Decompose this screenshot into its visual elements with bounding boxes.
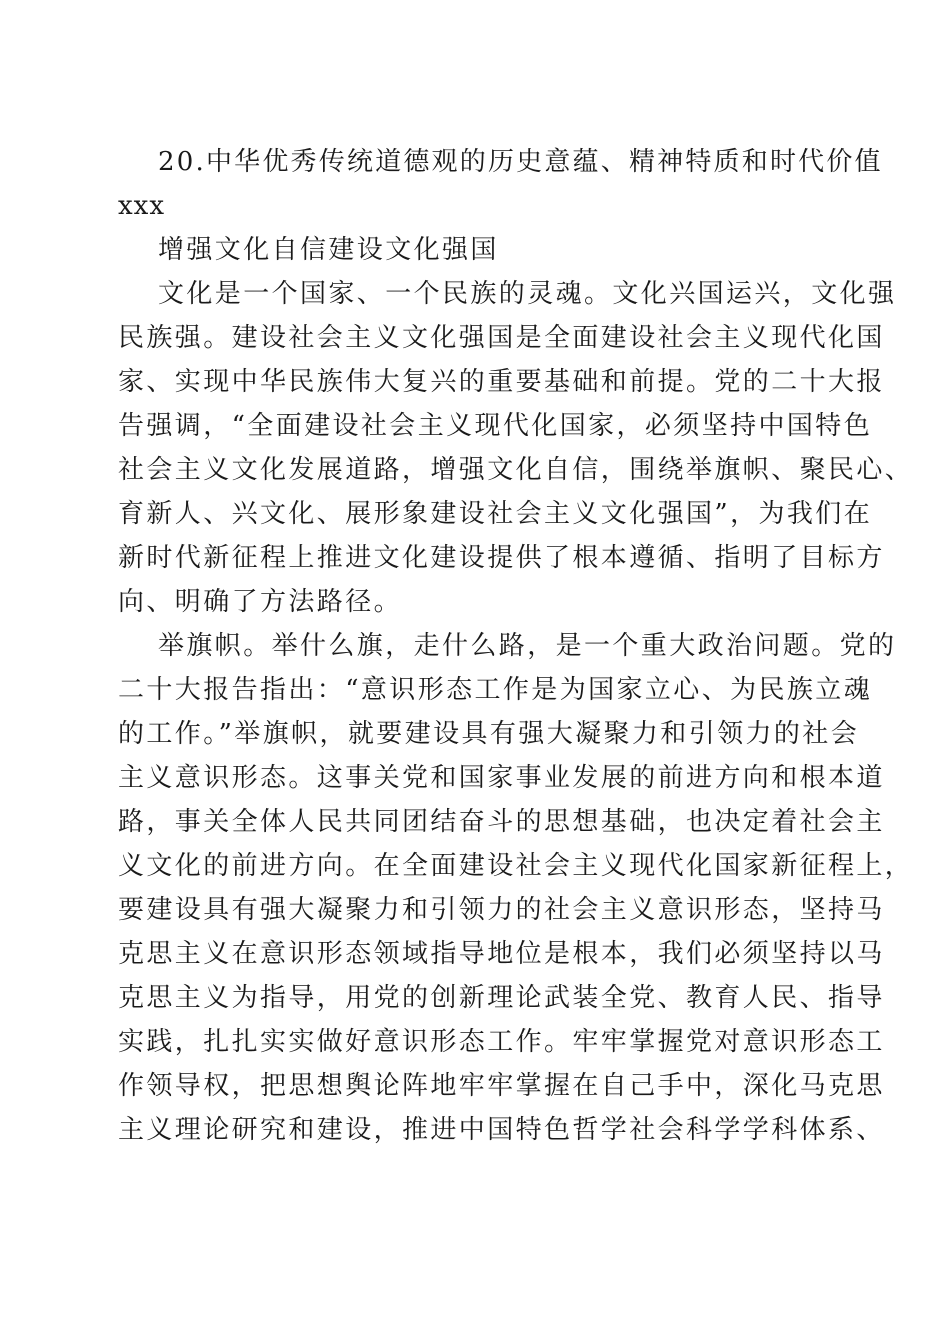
paragraph-line: 社会主义文化发展道路，增强文化自信，围绕举旗帜、聚民心、	[118, 455, 914, 485]
paragraph-line: 作领导权，把思想舆论阵地牢牢掌握在自己手中，深化马克思	[118, 1071, 885, 1101]
paragraph-line: 主义理论研究和建设，推进中国特色哲学社会科学学科体系、	[118, 1115, 885, 1145]
document-page	[118, 140, 914, 1152]
paragraph-2	[118, 624, 914, 1152]
paragraph-line: 新时代新征程上推进文化建设提供了根本遵循、指明了目标方	[118, 543, 885, 573]
paragraph-line: 向、明确了方法路径。	[118, 587, 403, 617]
paragraph-line: 主义意识形态。这事关党和国家事业发展的前进方向和根本道	[118, 763, 885, 793]
paragraph-line: 克思主义在意识形态领域指导地位是根本，我们必须坚持以马	[118, 939, 885, 969]
document-subtitle: xxx	[118, 191, 165, 221]
paragraph-line: 路，事关全体人民共同团结奋斗的思想基础，也决定着社会主	[118, 807, 885, 837]
paragraph-line: 义文化的前进方向。在全面建设社会主义现代化国家新征程上，	[118, 851, 914, 881]
paragraph-line: 家、实现中华民族伟大复兴的重要基础和前提。党的二十大报	[118, 367, 885, 397]
paragraph-line: 二十大报告指出：“意识形态工作是为国家立心、为民族立魂	[118, 675, 873, 705]
paragraph-line: 育新人、兴文化、展形象建设社会主义文化强国”，为我们在	[118, 499, 873, 529]
paragraph-line: 举旗帜。举什么旗，走什么路，是一个重大政治问题。党的	[158, 631, 897, 661]
paragraph-1	[118, 272, 914, 624]
paragraph-line: 实践，扎扎实实做好意识形态工作。牢牢掌握党对意识形态工	[118, 1027, 885, 1057]
paragraph-line: 民族强。建设社会主义文化强国是全面建设社会主义现代化国	[118, 323, 885, 353]
document-heading: 20.中华优秀传统道德观的历史意蕴、精神特质和时代价值	[158, 147, 883, 177]
paragraph-line: 的工作。”举旗帜，就要建设具有强大凝聚力和引领力的社会	[118, 719, 860, 749]
paragraph-line: 要建设具有强大凝聚力和引领力的社会主义意识形态，坚持马	[118, 895, 885, 925]
paragraph-line: 文化是一个国家、一个民族的灵魂。文化兴国运兴，文化强	[158, 279, 897, 309]
paragraph-line: 克思主义为指导，用党的创新理论武装全党、教育人民、指导	[118, 983, 885, 1013]
section-title: 增强文化自信建设文化强国	[158, 235, 499, 265]
paragraph-line: 告强调，“全面建设社会主义现代化国家，必须坚持中国特色	[118, 411, 873, 441]
